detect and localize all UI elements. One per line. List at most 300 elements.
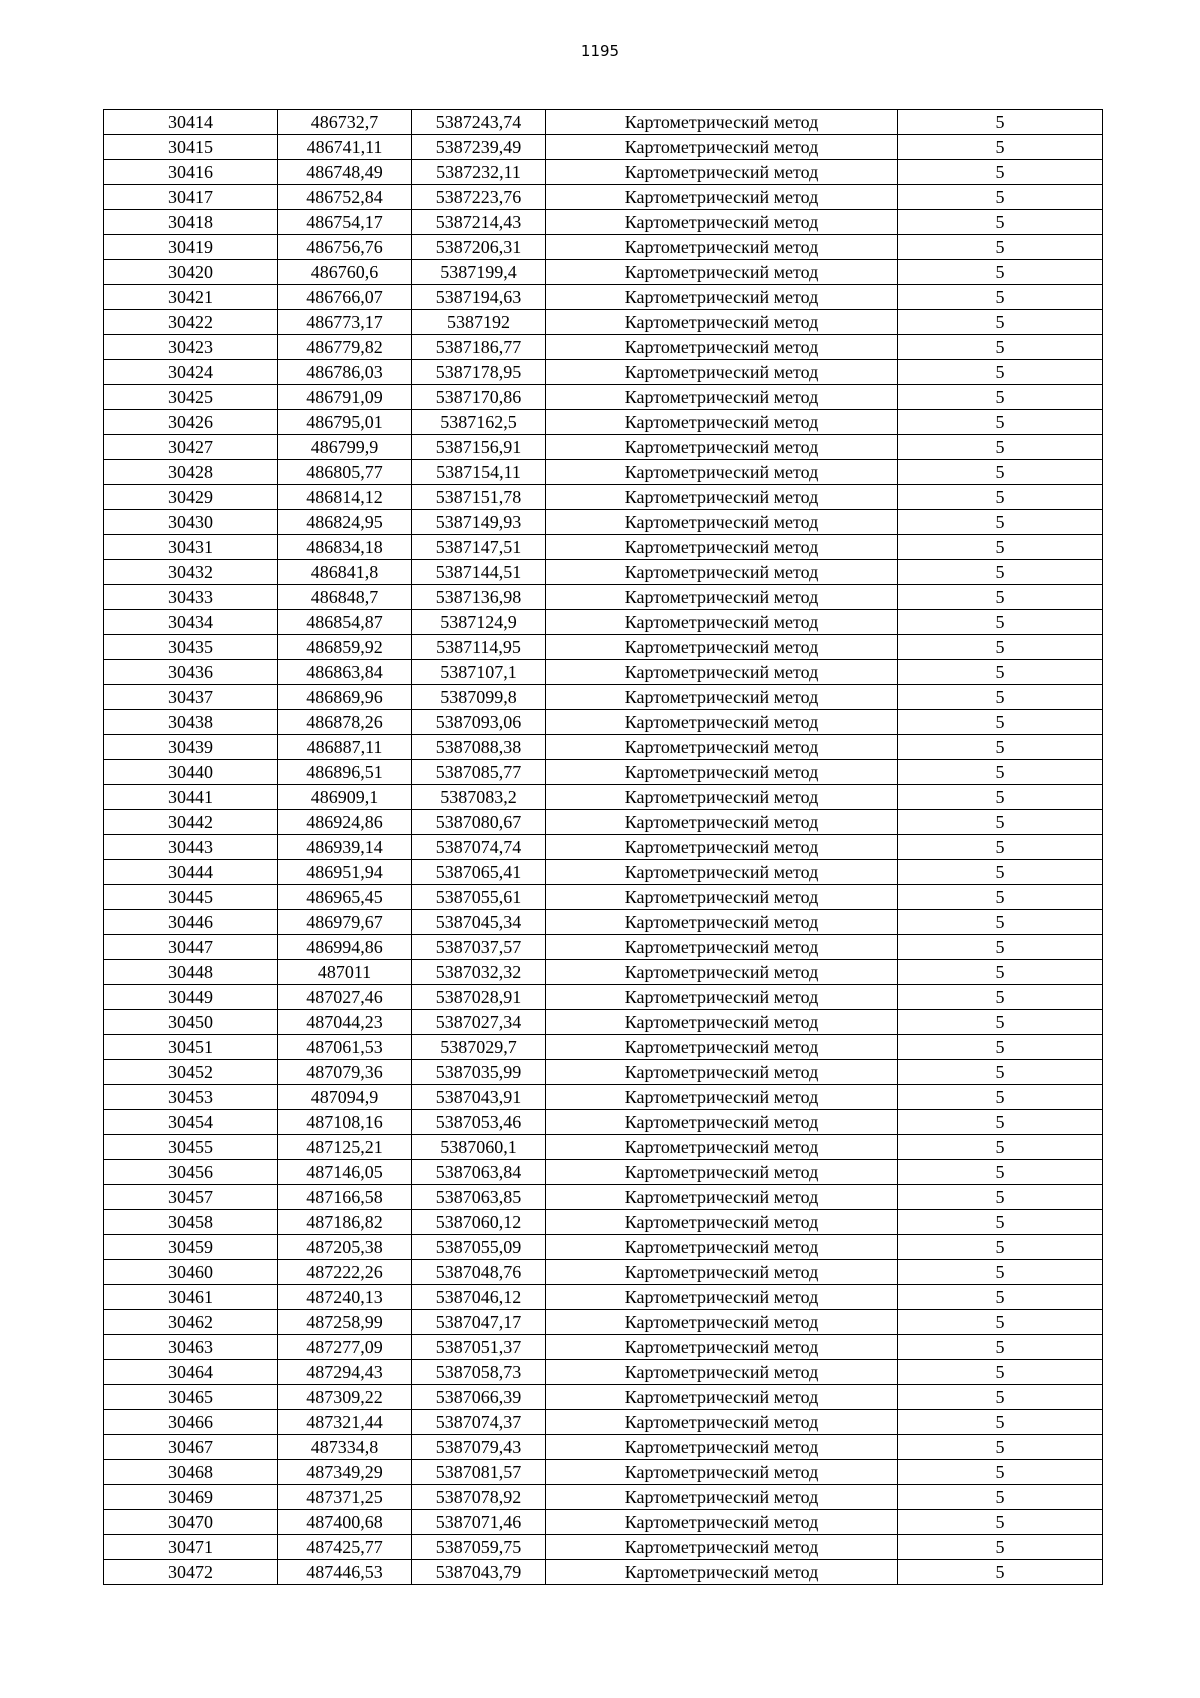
precision-cell: 5 [898,835,1103,860]
table-row [104,1235,1103,1260]
point-number-cell: 30450 [104,1010,278,1035]
precision-cell: 5 [898,1035,1103,1060]
precision-cell: 5 [898,660,1103,685]
point-number-cell: 30467 [104,1435,278,1460]
table-row [104,1085,1103,1110]
y-coordinate-cell: 5387060,12 [412,1210,546,1235]
x-coordinate-cell: 487400,68 [278,1510,412,1535]
point-number-cell: 30464 [104,1360,278,1385]
x-coordinate-cell: 487166,58 [278,1185,412,1210]
point-number-cell: 30432 [104,560,278,585]
y-coordinate-cell: 5387078,92 [412,1485,546,1510]
y-coordinate-cell: 5387027,34 [412,1010,546,1035]
point-number-cell: 30426 [104,410,278,435]
precision-cell: 5 [898,1435,1103,1460]
x-coordinate-cell: 486859,92 [278,635,412,660]
table-row [104,210,1103,235]
table-row [104,185,1103,210]
precision-cell: 5 [898,485,1103,510]
table-row [104,810,1103,835]
method-cell: Картометрический метод [546,460,898,485]
point-number-cell: 30458 [104,1210,278,1235]
x-coordinate-cell: 487094,9 [278,1085,412,1110]
point-number-cell: 30459 [104,1235,278,1260]
method-cell: Картометрический метод [546,1135,898,1160]
precision-cell: 5 [898,1110,1103,1135]
precision-cell: 5 [898,610,1103,635]
x-coordinate-cell: 487044,23 [278,1010,412,1035]
method-cell: Картометрический метод [546,710,898,735]
x-coordinate-cell: 486841,8 [278,560,412,585]
x-coordinate-cell: 486909,1 [278,785,412,810]
point-number-cell: 30435 [104,635,278,660]
y-coordinate-cell: 5387114,95 [412,635,546,660]
y-coordinate-cell: 5387066,39 [412,1385,546,1410]
x-coordinate-cell: 486878,26 [278,710,412,735]
y-coordinate-cell: 5387154,11 [412,460,546,485]
method-cell: Картометрический метод [546,1010,898,1035]
y-coordinate-cell: 5387170,86 [412,385,546,410]
point-number-cell: 30455 [104,1135,278,1160]
x-coordinate-cell: 487446,53 [278,1560,412,1585]
method-cell: Картометрический метод [546,160,898,185]
y-coordinate-cell: 5387029,7 [412,1035,546,1060]
y-coordinate-cell: 5387149,93 [412,510,546,535]
method-cell: Картометрический метод [546,810,898,835]
table-row [104,160,1103,185]
table-row [104,860,1103,885]
table-row [104,410,1103,435]
x-coordinate-cell: 486795,01 [278,410,412,435]
x-coordinate-cell: 486979,67 [278,910,412,935]
point-number-cell: 30434 [104,610,278,635]
point-number-cell: 30419 [104,235,278,260]
precision-cell: 5 [898,960,1103,985]
precision-cell: 5 [898,1060,1103,1085]
x-coordinate-cell: 486805,77 [278,460,412,485]
table-row [104,285,1103,310]
table-row [104,885,1103,910]
x-coordinate-cell: 487108,16 [278,1110,412,1135]
point-number-cell: 30422 [104,310,278,335]
x-coordinate-cell: 486773,17 [278,310,412,335]
y-coordinate-cell: 5387162,5 [412,410,546,435]
table-row [104,785,1103,810]
y-coordinate-cell: 5387060,1 [412,1135,546,1160]
y-coordinate-cell: 5387232,11 [412,160,546,185]
method-cell: Картометрический метод [546,435,898,460]
point-number-cell: 30423 [104,335,278,360]
point-number-cell: 30430 [104,510,278,535]
method-cell: Картометрический метод [546,910,898,935]
point-number-cell: 30446 [104,910,278,935]
x-coordinate-cell: 487222,26 [278,1260,412,1285]
method-cell: Картометрический метод [546,1110,898,1135]
method-cell: Картометрический метод [546,1060,898,1085]
y-coordinate-cell: 5387058,73 [412,1360,546,1385]
x-coordinate-cell: 487309,22 [278,1385,412,1410]
method-cell: Картометрический метод [546,635,898,660]
method-cell: Картометрический метод [546,735,898,760]
table-row [104,1360,1103,1385]
x-coordinate-cell: 487186,82 [278,1210,412,1235]
point-number-cell: 30456 [104,1160,278,1185]
method-cell: Картометрический метод [546,210,898,235]
method-cell: Картометрический метод [546,235,898,260]
point-number-cell: 30442 [104,810,278,835]
y-coordinate-cell: 5387124,9 [412,610,546,635]
point-number-cell: 30431 [104,535,278,560]
method-cell: Картометрический метод [546,285,898,310]
method-cell: Картометрический метод [546,385,898,410]
y-coordinate-cell: 5387046,12 [412,1285,546,1310]
table-row [104,1385,1103,1410]
method-cell: Картометрический метод [546,410,898,435]
point-number-cell: 30417 [104,185,278,210]
precision-cell: 5 [898,1210,1103,1235]
y-coordinate-cell: 5387194,63 [412,285,546,310]
y-coordinate-cell: 5387099,8 [412,685,546,710]
method-cell: Картометрический метод [546,1035,898,1060]
y-coordinate-cell: 5387043,91 [412,1085,546,1110]
y-coordinate-cell: 5387136,98 [412,585,546,610]
method-cell: Картометрический метод [546,1210,898,1235]
point-number-cell: 30425 [104,385,278,410]
x-coordinate-cell: 486896,51 [278,760,412,785]
table-row [104,960,1103,985]
table-row [104,760,1103,785]
method-cell: Картометрический метод [546,135,898,160]
method-cell: Картометрический метод [546,1560,898,1585]
point-number-cell: 30471 [104,1535,278,1560]
point-number-cell: 30444 [104,860,278,885]
method-cell: Картометрический метод [546,610,898,635]
x-coordinate-cell: 486779,82 [278,335,412,360]
y-coordinate-cell: 5387147,51 [412,535,546,560]
x-coordinate-cell: 486799,9 [278,435,412,460]
point-number-cell: 30470 [104,1510,278,1535]
y-coordinate-cell: 5387085,77 [412,760,546,785]
point-number-cell: 30468 [104,1460,278,1485]
precision-cell: 5 [898,210,1103,235]
precision-cell: 5 [898,1560,1103,1585]
table-row [104,1285,1103,1310]
x-coordinate-cell: 487061,53 [278,1035,412,1060]
point-number-cell: 30424 [104,360,278,385]
precision-cell: 5 [898,310,1103,335]
x-coordinate-cell: 487240,13 [278,1285,412,1310]
table-row [104,1310,1103,1335]
point-number-cell: 30429 [104,485,278,510]
table-row [104,485,1103,510]
x-coordinate-cell: 486756,76 [278,235,412,260]
precision-cell: 5 [898,1135,1103,1160]
method-cell: Картометрический метод [546,685,898,710]
x-coordinate-cell: 487079,36 [278,1060,412,1085]
x-coordinate-cell: 486791,09 [278,385,412,410]
y-coordinate-cell: 5387037,57 [412,935,546,960]
table-row [104,610,1103,635]
table-row [104,535,1103,560]
precision-cell: 5 [898,1335,1103,1360]
point-number-cell: 30451 [104,1035,278,1060]
point-number-cell: 30445 [104,885,278,910]
method-cell: Картометрический метод [546,110,898,135]
precision-cell: 5 [898,1010,1103,1035]
point-number-cell: 30472 [104,1560,278,1585]
y-coordinate-cell: 5387192 [412,310,546,335]
y-coordinate-cell: 5387071,46 [412,1510,546,1535]
precision-cell: 5 [898,1410,1103,1435]
x-coordinate-cell: 486848,7 [278,585,412,610]
precision-cell: 5 [898,635,1103,660]
y-coordinate-cell: 5387055,09 [412,1235,546,1260]
precision-cell: 5 [898,810,1103,835]
y-coordinate-cell: 5387080,67 [412,810,546,835]
x-coordinate-cell: 487334,8 [278,1435,412,1460]
point-number-cell: 30452 [104,1060,278,1085]
point-number-cell: 30462 [104,1310,278,1335]
x-coordinate-cell: 486834,18 [278,535,412,560]
precision-cell: 5 [898,885,1103,910]
table-row [104,985,1103,1010]
method-cell: Картометрический метод [546,1260,898,1285]
table-row [104,1010,1103,1035]
precision-cell: 5 [898,510,1103,535]
method-cell: Картометрический метод [546,1460,898,1485]
y-coordinate-cell: 5387186,77 [412,335,546,360]
x-coordinate-cell: 486824,95 [278,510,412,535]
table-row [104,585,1103,610]
table-row [104,1435,1103,1460]
point-number-cell: 30421 [104,285,278,310]
precision-cell: 5 [898,335,1103,360]
precision-cell: 5 [898,435,1103,460]
table-row [104,360,1103,385]
x-coordinate-cell: 486741,11 [278,135,412,160]
method-cell: Картометрический метод [546,1360,898,1385]
table-row [104,560,1103,585]
table-row [104,910,1103,935]
precision-cell: 5 [898,785,1103,810]
y-coordinate-cell: 5387199,4 [412,260,546,285]
y-coordinate-cell: 5387079,43 [412,1435,546,1460]
table-row [104,1335,1103,1360]
method-cell: Картометрический метод [546,1410,898,1435]
x-coordinate-cell: 487321,44 [278,1410,412,1435]
precision-cell: 5 [898,1510,1103,1535]
method-cell: Картометрический метод [546,535,898,560]
point-number-cell: 30447 [104,935,278,960]
table-row [104,635,1103,660]
x-coordinate-cell: 487125,21 [278,1135,412,1160]
y-coordinate-cell: 5387223,76 [412,185,546,210]
method-cell: Картометрический метод [546,260,898,285]
x-coordinate-cell: 487011 [278,960,412,985]
precision-cell: 5 [898,285,1103,310]
method-cell: Картометрический метод [546,1235,898,1260]
x-coordinate-cell: 486994,86 [278,935,412,960]
method-cell: Картометрический метод [546,585,898,610]
method-cell: Картометрический метод [546,835,898,860]
y-coordinate-cell: 5387243,74 [412,110,546,135]
point-number-cell: 30463 [104,1335,278,1360]
table-row [104,135,1103,160]
precision-cell: 5 [898,1235,1103,1260]
precision-cell: 5 [898,585,1103,610]
precision-cell: 5 [898,985,1103,1010]
table-row [104,1460,1103,1485]
precision-cell: 5 [898,1535,1103,1560]
y-coordinate-cell: 5387059,75 [412,1535,546,1560]
method-cell: Картометрический метод [546,1335,898,1360]
table-row [104,1260,1103,1285]
point-number-cell: 30465 [104,1385,278,1410]
y-coordinate-cell: 5387043,79 [412,1560,546,1585]
precision-cell: 5 [898,1310,1103,1335]
table-row [104,1160,1103,1185]
precision-cell: 5 [898,235,1103,260]
precision-cell: 5 [898,860,1103,885]
method-cell: Картометрический метод [546,1385,898,1410]
method-cell: Картометрический метод [546,885,898,910]
y-coordinate-cell: 5387048,76 [412,1260,546,1285]
y-coordinate-cell: 5387088,38 [412,735,546,760]
point-number-cell: 30461 [104,1285,278,1310]
method-cell: Картометрический метод [546,760,898,785]
x-coordinate-cell: 486887,11 [278,735,412,760]
method-cell: Картометрический метод [546,560,898,585]
precision-cell: 5 [898,535,1103,560]
y-coordinate-cell: 5387074,74 [412,835,546,860]
x-coordinate-cell: 487146,05 [278,1160,412,1185]
method-cell: Картометрический метод [546,785,898,810]
table-row [104,235,1103,260]
table-row [104,460,1103,485]
y-coordinate-cell: 5387074,37 [412,1410,546,1435]
table-row [104,310,1103,335]
x-coordinate-cell: 486752,84 [278,185,412,210]
y-coordinate-cell: 5387053,46 [412,1110,546,1135]
table-row [104,1485,1103,1510]
x-coordinate-cell: 487277,09 [278,1335,412,1360]
precision-cell: 5 [898,1160,1103,1185]
point-number-cell: 30433 [104,585,278,610]
y-coordinate-cell: 5387156,91 [412,435,546,460]
y-coordinate-cell: 5387178,95 [412,360,546,385]
precision-cell: 5 [898,385,1103,410]
point-number-cell: 30439 [104,735,278,760]
table-row [104,1510,1103,1535]
x-coordinate-cell: 486854,87 [278,610,412,635]
x-coordinate-cell: 487349,29 [278,1460,412,1485]
point-number-cell: 30420 [104,260,278,285]
table-row [104,385,1103,410]
y-coordinate-cell: 5387214,43 [412,210,546,235]
y-coordinate-cell: 5387063,84 [412,1160,546,1185]
precision-cell: 5 [898,360,1103,385]
y-coordinate-cell: 5387065,41 [412,860,546,885]
x-coordinate-cell: 486939,14 [278,835,412,860]
point-number-cell: 30440 [104,760,278,785]
point-number-cell: 30438 [104,710,278,735]
table-row [104,835,1103,860]
point-number-cell: 30466 [104,1410,278,1435]
x-coordinate-cell: 486863,84 [278,660,412,685]
point-number-cell: 30418 [104,210,278,235]
point-number-cell: 30416 [104,160,278,185]
precision-cell: 5 [898,685,1103,710]
x-coordinate-cell: 487425,77 [278,1535,412,1560]
point-number-cell: 30427 [104,435,278,460]
y-coordinate-cell: 5387093,06 [412,710,546,735]
table-row [104,1110,1103,1135]
x-coordinate-cell: 486965,45 [278,885,412,910]
x-coordinate-cell: 486732,7 [278,110,412,135]
table-row [104,685,1103,710]
x-coordinate-cell: 486786,03 [278,360,412,385]
point-number-cell: 30448 [104,960,278,985]
precision-cell: 5 [898,160,1103,185]
method-cell: Картометрический метод [546,1510,898,1535]
method-cell: Картометрический метод [546,1185,898,1210]
table-row [104,110,1103,135]
x-coordinate-cell: 487371,25 [278,1485,412,1510]
table-row [104,260,1103,285]
method-cell: Картометрический метод [546,1485,898,1510]
y-coordinate-cell: 5387051,37 [412,1335,546,1360]
precision-cell: 5 [898,710,1103,735]
point-number-cell: 30449 [104,985,278,1010]
point-number-cell: 30460 [104,1260,278,1285]
precision-cell: 5 [898,1285,1103,1310]
precision-cell: 5 [898,135,1103,160]
point-number-cell: 30436 [104,660,278,685]
table-row [104,1135,1103,1160]
table-row [104,710,1103,735]
precision-cell: 5 [898,935,1103,960]
point-number-cell: 30443 [104,835,278,860]
x-coordinate-cell: 487205,38 [278,1235,412,1260]
table-row [104,1410,1103,1435]
precision-cell: 5 [898,1485,1103,1510]
x-coordinate-cell: 486924,86 [278,810,412,835]
point-number-cell: 30437 [104,685,278,710]
method-cell: Картометрический метод [546,335,898,360]
y-coordinate-cell: 5387028,91 [412,985,546,1010]
point-number-cell: 30441 [104,785,278,810]
table-row [104,1185,1103,1210]
method-cell: Картометрический метод [546,310,898,335]
table-row [104,1535,1103,1560]
precision-cell: 5 [898,1085,1103,1110]
y-coordinate-cell: 5387144,51 [412,560,546,585]
table-row [104,1035,1103,1060]
x-coordinate-cell: 487294,43 [278,1360,412,1385]
point-number-cell: 30414 [104,110,278,135]
point-number-cell: 30454 [104,1110,278,1135]
table-row [104,1210,1103,1235]
method-cell: Картометрический метод [546,960,898,985]
y-coordinate-cell: 5387107,1 [412,660,546,685]
precision-cell: 5 [898,910,1103,935]
precision-cell: 5 [898,1185,1103,1210]
x-coordinate-cell: 487027,46 [278,985,412,1010]
page-number: 1195 [580,42,620,60]
y-coordinate-cell: 5387035,99 [412,1060,546,1085]
y-coordinate-cell: 5387206,31 [412,235,546,260]
table-row [104,660,1103,685]
